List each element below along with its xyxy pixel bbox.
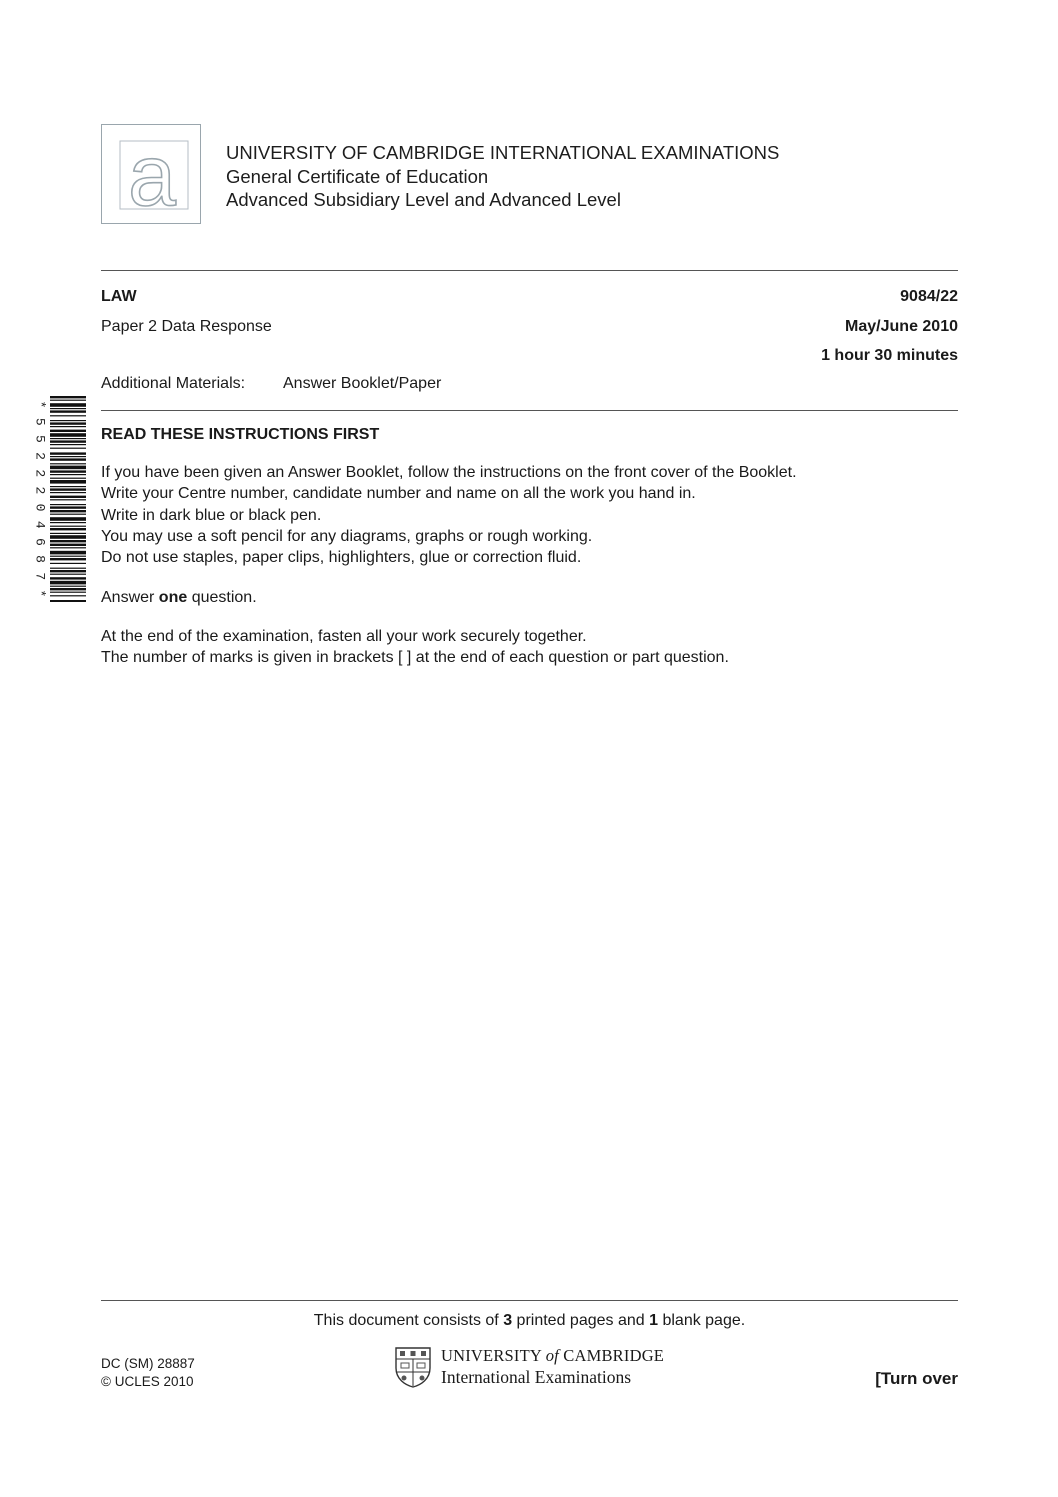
answer-count: one bbox=[158, 589, 188, 606]
instruction-line: If you have been given an Answer Booklet, follow the instructions on the front cover of the Booklet. bbox=[101, 464, 797, 481]
svg-text:7: 7 bbox=[32, 572, 48, 581]
page-count-suffix: blank page. bbox=[658, 1312, 746, 1329]
footer-divider bbox=[101, 1300, 958, 1301]
closing-line: At the end of the examination, fasten all your work securely together. bbox=[101, 628, 587, 645]
svg-text:6: 6 bbox=[32, 538, 48, 546]
barcode-icon bbox=[32, 396, 86, 602]
exam-board-header bbox=[226, 141, 779, 212]
header-divider bbox=[101, 270, 958, 271]
svg-text:0: 0 bbox=[32, 503, 48, 512]
instruction-line: Do not use staples, paper clips, highlighters, glue or correction fluid. bbox=[101, 549, 582, 567]
level-name: Advanced Subsidiary Level and Advanced Level bbox=[226, 189, 621, 210]
svg-text:*: * bbox=[32, 400, 48, 409]
printed-page-count: 3 bbox=[503, 1312, 513, 1329]
page-count-note bbox=[101, 1312, 958, 1330]
qualification-name: General Certificate of Education bbox=[226, 165, 489, 187]
page-count-prefix: This document consists of bbox=[313, 1312, 504, 1329]
wordmark-cambridge: CAMBRIDGE bbox=[558, 1346, 665, 1365]
cambridge-a-logo-icon bbox=[101, 124, 201, 224]
paper-title: Paper 2 Data Response bbox=[101, 318, 272, 335]
cambridge-wordmark bbox=[441, 1346, 664, 1366]
closing-line: The number of marks is given in brackets [ ] at the end of each question or part question. bbox=[101, 649, 729, 667]
instruction-line: Write your Centre number, candidate number and name on all the work you hand in. bbox=[101, 485, 696, 503]
answer-suffix: question. bbox=[187, 589, 257, 606]
svg-text:2: 2 bbox=[32, 486, 48, 495]
reference-code: DC (SM) 28887 bbox=[101, 1356, 195, 1371]
international-examinations-wordmark: International Examinations bbox=[441, 1367, 632, 1387]
instruction-line: Write in dark blue or black pen. bbox=[101, 506, 322, 524]
wordmark-of: of bbox=[545, 1346, 559, 1365]
exam-session: May/June 2010 bbox=[845, 318, 958, 335]
answer-prefix: Answer bbox=[101, 589, 159, 606]
board-name: UNIVERSITY OF CAMBRIDGE INTERNATIONAL EXAMINATIONS bbox=[226, 142, 780, 163]
instructions-heading: READ THESE INSTRUCTIONS FIRST bbox=[101, 426, 380, 443]
paper-code: 9084/22 bbox=[900, 288, 958, 305]
blank-page-count: 1 bbox=[649, 1312, 659, 1329]
svg-text:*: * bbox=[32, 589, 48, 598]
exam-duration: 1 hour 30 minutes bbox=[821, 347, 958, 364]
copyright-notice: © UCLES 2010 bbox=[101, 1374, 194, 1389]
instructions-list bbox=[101, 462, 797, 568]
document-reference bbox=[101, 1355, 195, 1391]
page-count-mid: printed pages and bbox=[512, 1312, 650, 1329]
cambridge-crest-icon bbox=[394, 1346, 432, 1388]
logo-letter: a bbox=[128, 128, 176, 222]
instruction-line: You may use a soft pencil for any diagrams, graphs or rough working. bbox=[101, 527, 593, 545]
answer-instruction bbox=[101, 587, 257, 608]
subject-title: LAW bbox=[101, 288, 137, 305]
wordmark-university: UNIVERSITY bbox=[441, 1346, 546, 1365]
svg-text:5: 5 bbox=[32, 435, 48, 443]
instructions-divider bbox=[101, 410, 958, 411]
turn-over-label: [Turn over bbox=[875, 1369, 958, 1388]
closing-instructions bbox=[101, 626, 729, 669]
svg-text:5: 5 bbox=[32, 417, 48, 426]
svg-text:2: 2 bbox=[32, 469, 48, 478]
svg-text:2: 2 bbox=[32, 452, 48, 460]
svg-text:4: 4 bbox=[32, 520, 48, 529]
svg-text:8: 8 bbox=[32, 555, 48, 563]
materials-value: Answer Booklet/Paper bbox=[283, 375, 442, 392]
materials-label: Additional Materials: bbox=[101, 375, 246, 392]
